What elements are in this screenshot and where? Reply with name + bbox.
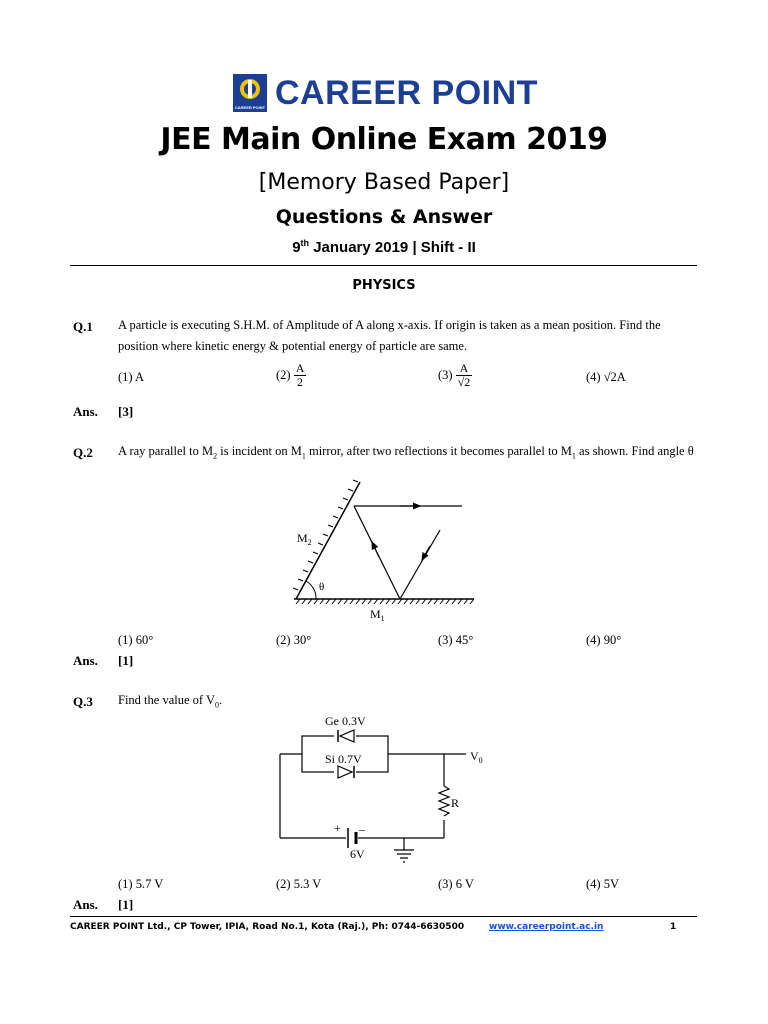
footer-website-link[interactable]: www.careerpoint.ac.in	[489, 922, 604, 932]
q2-answer-label: Ans.	[73, 653, 98, 668]
q1-option-4: (4) √2A	[586, 370, 626, 384]
q1-option-1: (1) A	[118, 370, 145, 384]
q3-option-3: (3) 6 V	[438, 877, 474, 891]
q3-text: Find the value of $V_0$.	[118, 693, 223, 710]
incident-ray	[400, 530, 440, 599]
q2-answer: [1]	[118, 653, 134, 668]
page-subtitle: [Memory Based Paper]	[258, 170, 510, 195]
q1-answer-label: Ans.	[73, 404, 98, 419]
theta-label: θ	[319, 581, 325, 593]
career-point-logo-icon	[233, 74, 267, 112]
q2-option-3: (3) 45°	[438, 633, 474, 647]
q2-option-1: (1) 60°	[118, 633, 154, 647]
battery-minus: –	[359, 822, 365, 836]
q3-option-1: (1) 5.7 V	[118, 877, 164, 891]
q3-option-2: (2) 5.3 V	[276, 877, 322, 891]
q1-option-2: (2) $\frac{A}{2}$	[276, 361, 305, 389]
ge-diode-label: Ge 0.3V	[325, 714, 366, 728]
page-number: 1	[670, 922, 677, 932]
questions-answer-heading: Questions & Answer	[275, 206, 493, 228]
v0-label: $V_0$	[470, 749, 483, 765]
q3-answer: [1]	[118, 897, 134, 912]
m1-label: $M_1$	[370, 607, 385, 623]
q3-number: Q.3	[73, 694, 93, 709]
brand-name: CAREER POINT	[275, 74, 538, 112]
header-divider	[70, 265, 697, 266]
footer-address: CAREER POINT Ltd., CP Tower, IPIA, Road No.1, Kota (Raj.), Ph: 0744-6630500	[70, 922, 465, 932]
si-diode-label: Si 0.7V	[325, 752, 362, 766]
page-title: JEE Main Online Exam 2019	[160, 122, 608, 157]
battery-plus: +	[334, 821, 341, 835]
q1-text: A particle is executing S.H.M. of Amplitude of A along x-axis. If origin is taken as a mean position. Find the position where kinetic energy & potential energy of particle are same.	[118, 318, 661, 353]
footer-divider	[70, 916, 697, 917]
q2-number: Q.2	[73, 445, 93, 460]
exam-date: 9th January 2019 | Shift - II	[292, 238, 476, 256]
q1-number: Q.1	[73, 319, 93, 334]
q3-option-4: (4) 5V	[586, 877, 619, 891]
battery-label: 6V	[350, 847, 365, 861]
q2-option-2: (2) 30°	[276, 633, 312, 647]
q2-option-4: (4) 90°	[586, 633, 622, 647]
q3-answer-label: Ans.	[73, 897, 98, 912]
q2-mirror-diagram	[280, 478, 480, 628]
resistor-label: R	[451, 796, 460, 810]
m2-label: $M_2$	[297, 531, 312, 547]
q3-circuit-diagram	[270, 710, 500, 870]
q1-answer: [3]	[118, 404, 134, 419]
logo-small-text: CAREER POINT	[234, 105, 266, 110]
q1-option-3: (3) $\frac{A}{√2}$	[438, 361, 471, 389]
q2-text: A ray parallel to $M_2$ is incident on $M_1$ mirror, after two reflections it becomes parallel to $M_1$ as shown. Find angle θ	[118, 444, 694, 461]
brand-logo	[233, 74, 538, 112]
section-heading: PHYSICS	[352, 278, 416, 293]
